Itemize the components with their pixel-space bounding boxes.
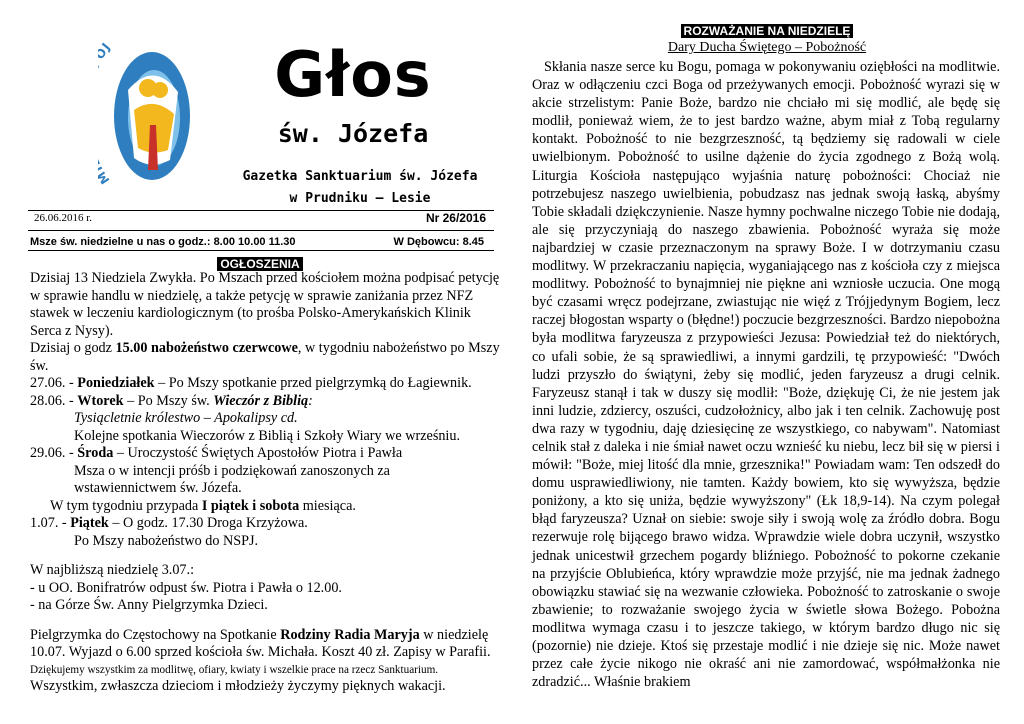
divider: [28, 230, 494, 231]
masthead-title: Głos: [274, 38, 432, 111]
gazette-line-2: w Prudniku – Lesie: [289, 191, 431, 206]
reflection-header: ROZWAŻANIE NA NIEDZIELĘ: [681, 24, 854, 38]
thanks-note: Dziękujemy wszystkim za modlitwę, ofiary, kwiaty i wszelkie prace na rzecz Sanktuarium.: [30, 663, 439, 676]
sunday-mass-times: Msze św. niedzielne u nas o godz.: 8.00 10.00 11.30: [30, 236, 296, 248]
masthead-subtitle: św. Józefa: [277, 119, 429, 148]
announcement-day: [30, 375, 500, 393]
svg-text:MIŁOSIERNI JAK OJCIEC: [98, 30, 113, 187]
announcement-day: [30, 393, 500, 411]
text-run: :: [308, 392, 313, 409]
text-run: 27.06. -: [30, 375, 78, 391]
debowiec-mass-time: W Dębowcu: 8.45: [393, 236, 484, 248]
text-run-bold: Wtorek: [77, 392, 124, 409]
text-run-bold: I piątek i sobota: [201, 497, 300, 514]
masthead-gazette: [210, 166, 510, 210]
logo-text: J: [99, 39, 114, 53]
reflection-body: Skłania nasze serce ku Bogu, pomaga w pokonywaniu oziębłości na modlitwie. Oraz w odłączeniu czci Boga od przeżywanych emocji. Pobożność wyrazi się w akcie strzelistym: Panie Boże, bardzo nie chciało mi się modlić, ale będę się modlił, ponieważ wiem, że to jest bardzo ważne, abym miał z Tobą regularny kontakt. Pobożność to nie bezgrzeszność, tą będziemy się radowali w ciele uwielbionym. Pobożność to usilne dążenie do życia zgodnego z Bożą wolą. Liturgia Kościoła następująco wyjaśnia naturę pobożności: Chociaż nie potrzebujesz naszego uwielbienia, pobudzasz nas jednak swoją łaską, abyśmy Tobie składali dziękczynienie. Nasze hymny pochwalne niczego Tobie nie dodają, ale się przyczyniają do naszego zbawienia. Pobożność wyraża się może najbardziej w czasie przeznaczonym na sprawy Boże. I w dotrzymaniu czasu modlitwy. W przekraczaniu napięcia, wyganiającego nas z kościoła czy z miejsca modlitwy. Pobożność to bynajmniej nie piękne ani wzniosłe uczucia. One mogą być czasami wręcz podejrzane, zwiastując nie więź z Trójjedynym Bogiem, lecz raczej błogostan wsparty o (błędne!) poczucie bezgrzeszności. Bardzo niepobożna była modlitwa faryzeusza z przypowieści Jezusa: Powiedział też do niektórych, co ufali sobie, że są sprawiedliwi, a innymi gardzili, tę przypowieść: "Dwóch ludzi przyszło do świątyni, żeby się modlić, jeden faryzeusz a drugi celnik. Faryzeusz stanął i tak w duszy się modlił: "Boże, dziękuję Ci, że nie jestem jak inni ludzie, zdzierсy, oszuści, cudzołożnicy, albo jak i ten celnik. Zachowuję post dwa razy w tygodniu, daję dziesięcinę ze wszystkiego, co nabywam". Natomiast celnik stał z daleka i nie śmiał nawet oczu wznieść ku niebu, lecz bił się w piersi i mówił: "Boże, miej litość dla mnie, grzesznika!" Powiadam wam: Ten odszedł do domu usprawiedliwiony, nie tamten. Każdy bowiem, kto się wywyższa, będzie poniżony, a kto się uniża, będzie wywyższony" (Łk 18,9-14). Na czym polegał błąd faryzeusza? Uznał on siebie: swoje siły i swoją wolę za źródło dobra. Bogu rezerwuje rolę bijącego brawo widza. Wprawdzie wiele dobra uczynił, wszystko jednak unicestwił grzechem pogardy bliźniego. Pobożność to pokorne czekanie na przyjście Oblubieńca, który wprawdzie może przyjść, nie ma jednak żadnego obowiązku stawiać się na wezwanie człowieka. Pobożność to zatroskanie o swoje zbawienie; to rozważanie swojego życia w świetle słowa Bożego. Pobożna modlitwa wymaga czasu i to jeszcze takiego, w którym bardzo długo nic się (pozornie) nie dzieje. Ktoś się przestaje modlić i nie dzieje się nic. Może nawet przez całe życie nikogo nie okraść ani nie zamordować, współmałżonka nie zdradzić... Właśnie brakiem: [532, 59, 1000, 691]
text-run-italic: Tysiącletnie królestwo – Apokalipsy cd.: [74, 410, 298, 426]
announcement-day: [30, 445, 500, 463]
year-of-mercy-logo-icon: [98, 30, 198, 202]
announcement-para: - na Górze Św. Anny Pielgrzymka Dzieci.: [30, 597, 268, 613]
announcements-header: OGŁOSZENIA: [217, 257, 302, 271]
announcement-subline: Po Mszy nabożeństwo do NSPJ.: [74, 532, 259, 549]
gazette-line-1: Gazetka Sanktuarium św. Józefa: [242, 169, 478, 184]
announcements: [30, 270, 500, 695]
text-run: – Uroczystość Świętych Apostołów Piotra i Pawła: [113, 445, 403, 461]
announcement-subline: [30, 410, 500, 428]
text-run: w niedzielę 10.07. Wyjazd o 6.00 sprzed kościoła św. Michała. Koszt 40 zł. Zapisy w Parafii.: [30, 626, 491, 660]
text-run: Dzisiaj o godz: [30, 340, 116, 356]
text-run-bold: 15.00 nabożeństwo czerwcowe: [115, 340, 298, 356]
announcement-para: [30, 498, 500, 516]
reflection-subtitle: Dary Ducha Świętego – Pobożność: [667, 40, 867, 55]
logo: [98, 30, 198, 202]
text-run-bold-italic: Wieczór z Biblią: [213, 392, 309, 409]
text-run: – O godz. 17.30 Droga Krzyżowa.: [108, 515, 308, 531]
text-run: miesiąca.: [299, 497, 356, 514]
announcement-subline: Msza o w intencji próśb i podziękowań zanoszonych za: [74, 462, 390, 479]
announcement-subline: Kolejne spotkania Wieczorów z Biblią i Szkoły Wiary we wrześniu.: [74, 427, 461, 444]
text-run: , w tygodniu nabożeństwo po Mszy św.: [30, 340, 500, 374]
divider: [28, 210, 494, 211]
reflection-header-wrap: [532, 22, 1002, 40]
announcement-subline: wstawiennictwem św. Józefa.: [74, 480, 242, 496]
announcement-para: [30, 627, 500, 662]
wishes-note: Wszystkim, zwłaszcza dzieciom i młodzieży życzymy pięknych wakacji.: [30, 677, 446, 694]
text-run: Pielgrzymka do Częstochowy na Spotkanie: [30, 626, 281, 643]
text-run: – Po Mszy św.: [123, 392, 214, 409]
text-run: 1.07. -: [30, 515, 71, 531]
text-run-bold: Piątek: [70, 515, 109, 531]
text-run: W tym tygodniu przypada: [50, 497, 202, 514]
text-run: 29.06. -: [30, 445, 78, 461]
announcement-para: - u OO. Bonifratrów odpust św. Piotra i Pawła o 12.00.: [30, 579, 342, 596]
text-run-bold: Rodziny Radia Maryja: [280, 626, 420, 643]
issue-number: Nr 26/2016: [425, 211, 486, 225]
text-run-bold: Środa: [77, 445, 114, 461]
announcement-para: W najbliższą niedzielę 3.07.:: [30, 562, 195, 578]
announcement-para: Dzisiaj 13 Niedziela Zwykła. Po Mszach przed kościołem można podpisać petycję w sprawie handlu w niedzielę, a także petycję w sprawie zaniżania przez NFZ stawek w leczeniu kardiologicznym (to prośba Polsko-Amerykańskich Klinik Serca z Nysy).: [30, 270, 500, 339]
mass-times: [30, 236, 490, 248]
issue-dateline: [34, 212, 490, 224]
divider: [28, 250, 494, 251]
text-run-bold: Poniedziałek: [77, 375, 155, 391]
text-run: – Po Mszy spotkanie przed pielgrzymką do Łagiewnik.: [154, 375, 472, 391]
announcement-para: [30, 340, 500, 375]
announcement-day: [30, 515, 500, 533]
text-run: 28.06. -: [30, 392, 78, 409]
issue-date: 26.06.2016 r.: [34, 212, 93, 224]
